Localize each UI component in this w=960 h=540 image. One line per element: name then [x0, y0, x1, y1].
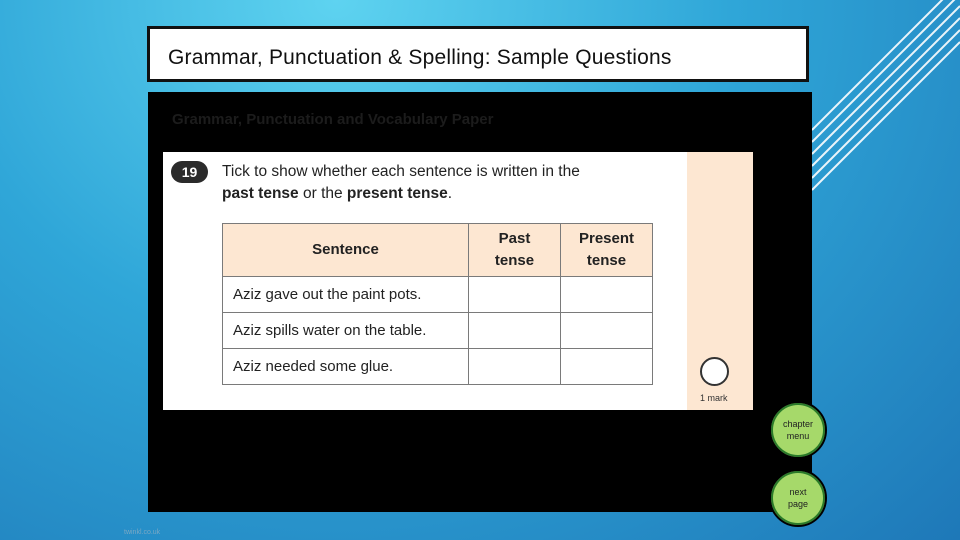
chapter-menu-button[interactable] [769, 401, 827, 459]
slide-title: Grammar, Punctuation & Spelling: Sample Questions [168, 46, 672, 69]
slide-title-box [147, 26, 809, 82]
chapter-menu-label-line1: chapter [782, 419, 814, 429]
table-header-row [223, 224, 653, 277]
tense-table [222, 223, 653, 385]
prompt-full-stop: . [447, 185, 453, 202]
chapter-menu-label [776, 418, 820, 442]
header-past-line1: Past [498, 230, 531, 247]
past-tense-tick-cell[interactable] [469, 313, 561, 349]
question-prompt [222, 161, 580, 205]
table-row [223, 277, 653, 313]
prompt-past-tense: past tense [222, 185, 299, 202]
present-tense-tick-cell[interactable] [561, 349, 653, 385]
panel-heading: Grammar, Punctuation and Vocabulary Paper [172, 111, 494, 128]
footer-credit: twinkl.co.uk [124, 529, 161, 536]
header-past-tense [469, 224, 561, 277]
marks-label: 1 mark [700, 393, 728, 403]
present-tense-tick-cell[interactable] [561, 313, 653, 349]
mark-circle-icon [700, 357, 729, 386]
next-page-label-line1: next [789, 487, 807, 497]
row-sentence: Aziz gave out the paint pots. [223, 277, 469, 313]
prompt-line-1: Tick to show whether each sentence is written in the [222, 163, 580, 180]
question-number-badge: 19 [171, 161, 208, 183]
past-tense-tick-cell[interactable] [469, 349, 561, 385]
present-tense-tick-cell[interactable] [561, 277, 653, 313]
prompt-connector: or the [298, 185, 347, 202]
next-page-label [776, 486, 820, 510]
chapter-menu-label-line2: menu [786, 431, 810, 441]
prompt-present-tense: present tense [346, 185, 448, 202]
table-row [223, 349, 653, 385]
prompt-line-2 [222, 183, 580, 205]
next-page-button[interactable] [769, 469, 827, 527]
header-sentence: Sentence [223, 224, 469, 277]
next-page-label-line2: page [787, 499, 809, 509]
row-sentence: Aziz spills water on the table. [223, 313, 469, 349]
row-sentence: Aziz needed some glue. [223, 349, 469, 385]
header-present-line2: tense [586, 252, 627, 269]
header-present-line1: Present [578, 230, 635, 247]
past-tense-tick-cell[interactable] [469, 277, 561, 313]
question-card [163, 152, 753, 410]
header-past-line2: tense [494, 252, 535, 269]
table-row [223, 313, 653, 349]
header-present-tense [561, 224, 653, 277]
